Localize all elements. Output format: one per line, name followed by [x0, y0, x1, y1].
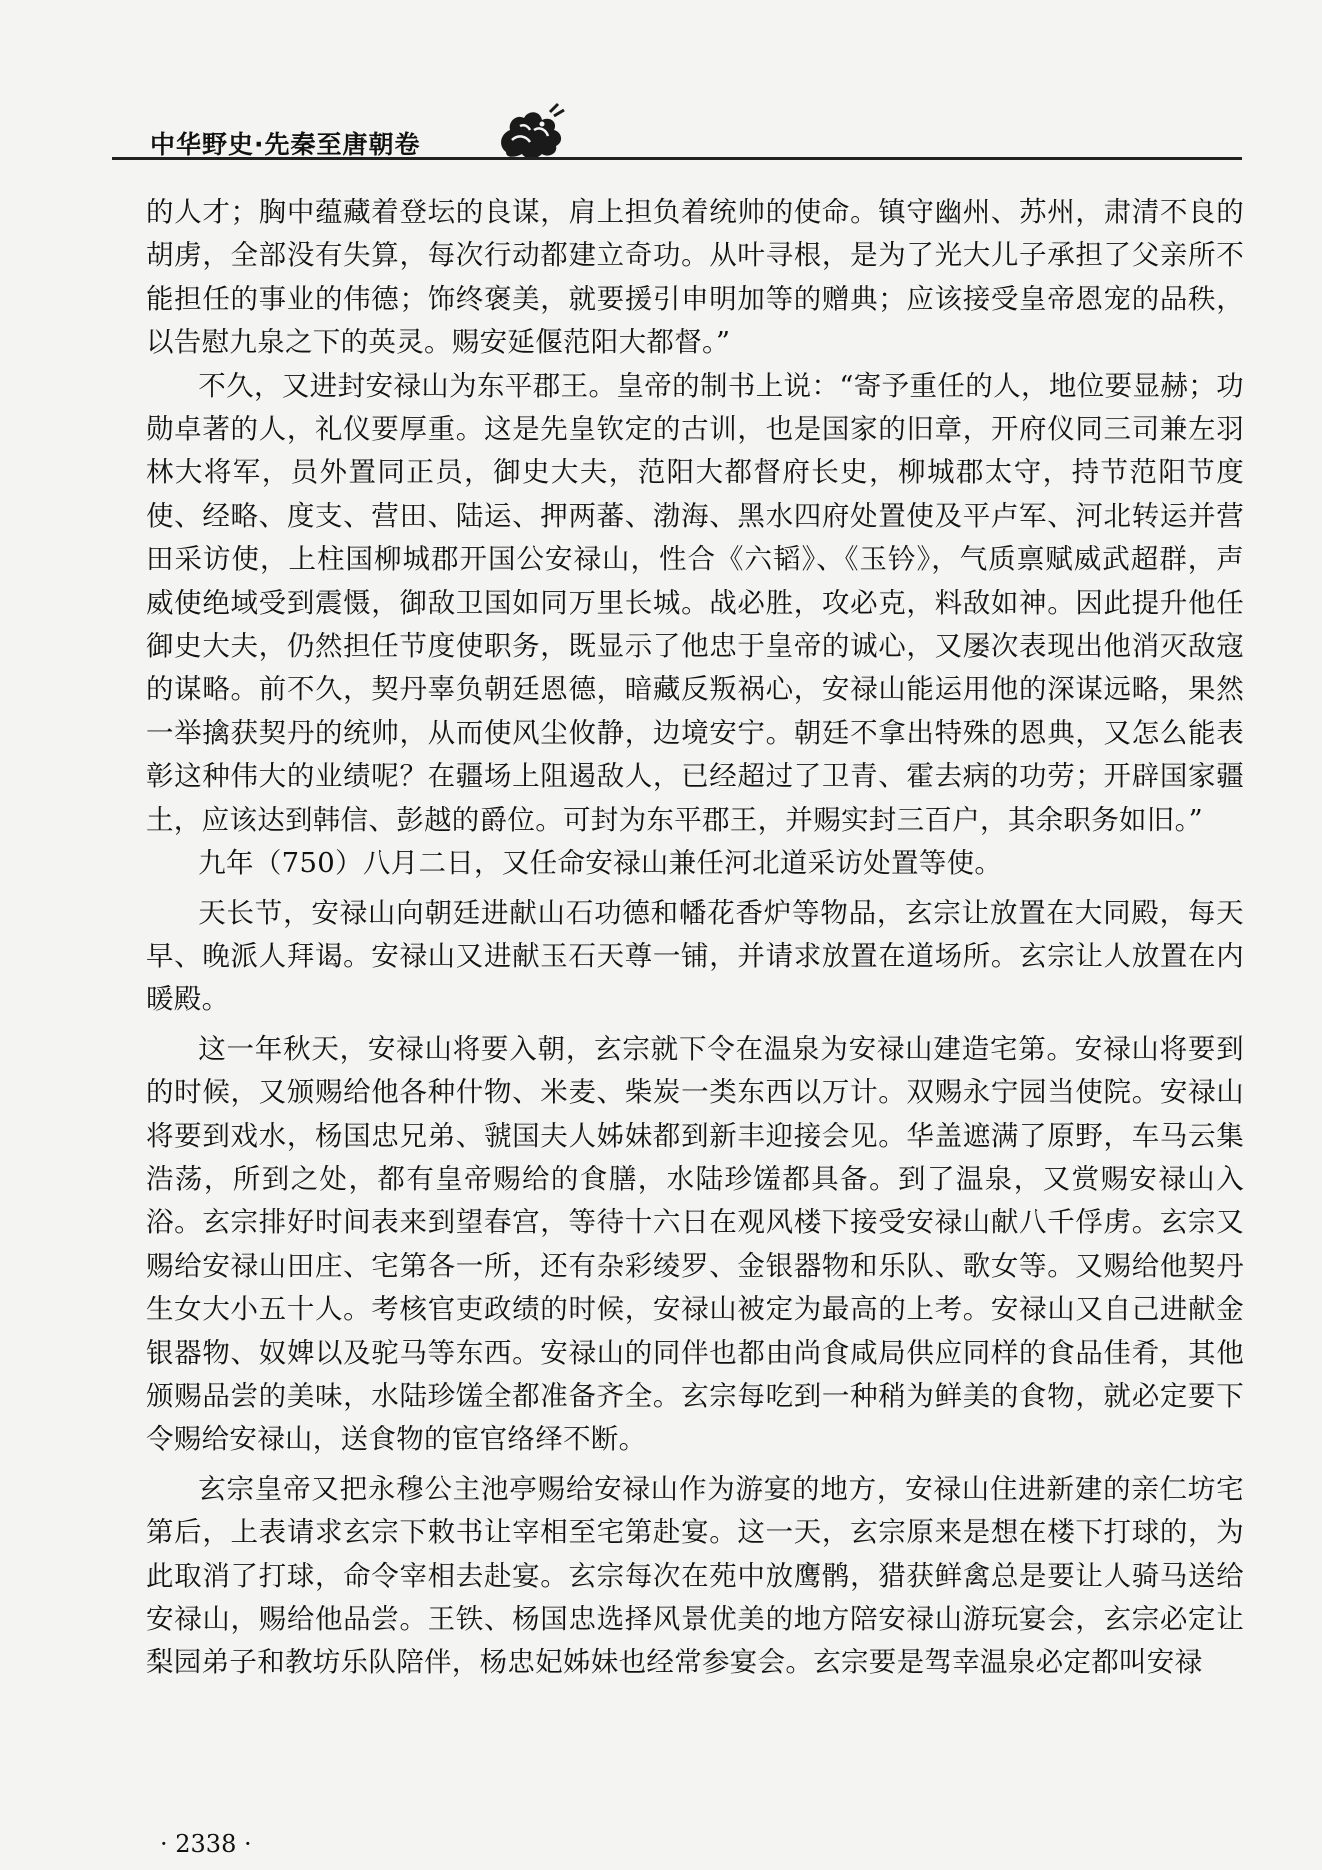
body-text [146, 191, 1244, 1685]
paragraph: 这一年秋天，安禄山将要入朝，玄宗就下令在温泉为安禄山建造宅第。安禄山将要到的时候，又颁赐给他各种什物、米麦、柴炭一类东西以万计。双赐永宁园当使院。安禄山将要到戏水，杨国忠兄弟、虢国夫人姊妹都到新丰迎接会见。华盖遮满了原野，车马云集浩荡，所到之处，都有皇帝赐给的食膳，水陆珍馐都具备。到了温泉，又赏赐安禄山入浴。玄宗排好时间表来到望春宫，等待十六日在观风楼下接受安禄山献八千俘虏。玄宗又赐给安禄山田庄、宅第各一所，还有杂彩绫罗、金银器物和乐队、歌女等。又赐给他契丹生女大小五十人。考核官吏政绩的时候，安禄山被定为最高的上考。安禄山又自己进献金银器物、奴婢以及驼马等东西。安禄山的同伴也都由尚食咸局供应同样的食品佳肴，其他颁赐品尝的美味，水陆珍馐全都准备齐全。玄宗每吃到一种稍为鲜美的食物，就必定要下令赐给安禄山，送食物的宦官络绎不断。 [146, 1032, 1244, 1456]
paragraph: 不久，又进封安禄山为东平郡王。皇帝的制书上说：“寄予重任的人，地位要显赫；功勋卓著的人，礼仪要厚重。这是先皇钦定的古训，也是国家的旧章，开府仪同三司兼左羽林大将军，员外置同正员，御史大夫，范阳大都督府长史，柳城郡太守，持节范阳节度使、经略、度支、营田、陆运、押两蕃、渤海、黑水四府处置使及平卢军、河北转运并营田采访使，上柱国柳城郡开国公安禄山，性合《六韬》、《玉钤》，气质禀赋威武超群，声威使绝域受到震慑，御敌卫国如同万里长城。战必胜，攻必克，料敌如神。因此提升他任御史大夫，仍然担任节度使职务，既显示了他忠于皇帝的诚心，又屡次表现出他消灭敌寇的谋略。前不久，契丹辜负朝廷恩德，暗藏反叛祸心，安禄山能运用他的深谋远略，果然一举擒获契丹的统帅，从而使风尘攸静，边境安宁。朝廷不拿出特殊的恩典，又怎么能表彰这种伟大的业绩呢？在疆场上阻遏敌人，已经超过了卫青、霍去病的功劳；开辟国家疆土，应该达到韩信、彭越的爵位。可封为东平郡王，并赐实封三百户，其余职务如旧。” [146, 369, 1244, 836]
page-number: · 2338 · [160, 1830, 252, 1858]
paragraph: 的人才；胸中蕴藏着登坛的良谋，肩上担负着统帅的使命。镇守幽州、苏州，肃清不良的胡虏，全部没有失算，每次行动都建立奇功。从叶寻根，是为了光大儿子承担了父亲所不能担任的事业的伟德；饰终褒美，就要援引申明加等的赠典；应该接受皇帝恩宠的品秩，以告慰九泉之下的英灵。赐安延偃范阳大都督。” [146, 196, 1244, 359]
paragraph: 九年（750）八月二日，又任命安禄山兼任河北道采访处置等使。 [198, 847, 1003, 880]
book-title: 中华野史·先秦至唐朝卷 [150, 130, 421, 159]
paragraph: 玄宗皇帝又把永穆公主池亭赐给安禄山作为游宴的地方，安禄山住进新建的亲仁坊宅第后，上表请求玄宗下敕书让宰相至宅第赴宴。这一天，玄宗原来是想在楼下打球的，为此取消了打球，命令宰相去赴宴。玄宗每次在苑中放鹰鹘，猎获鲜禽总是要让人骑马送给安禄山，赐给他品尝。王铁、杨国忠选择风景优美的地方陪安禄山游玩宴会，玄宗必定让梨园弟子和教坊乐队陪伴，杨忠妃姊妹也经常参宴会。玄宗要是驾幸温泉必定都叫安禄 [146, 1472, 1244, 1679]
paragraph: 天长节，安禄山向朝廷进献山石功德和幡花香炉等物品，玄宗让放置在大同殿，每天早、晚派人拜谒。安禄山又进献玉石天尊一铺，并请求放置在道场所。玄宗让人放置在内暖殿。 [146, 896, 1244, 1016]
running-header [112, 100, 1242, 160]
header-rule [112, 157, 1242, 160]
